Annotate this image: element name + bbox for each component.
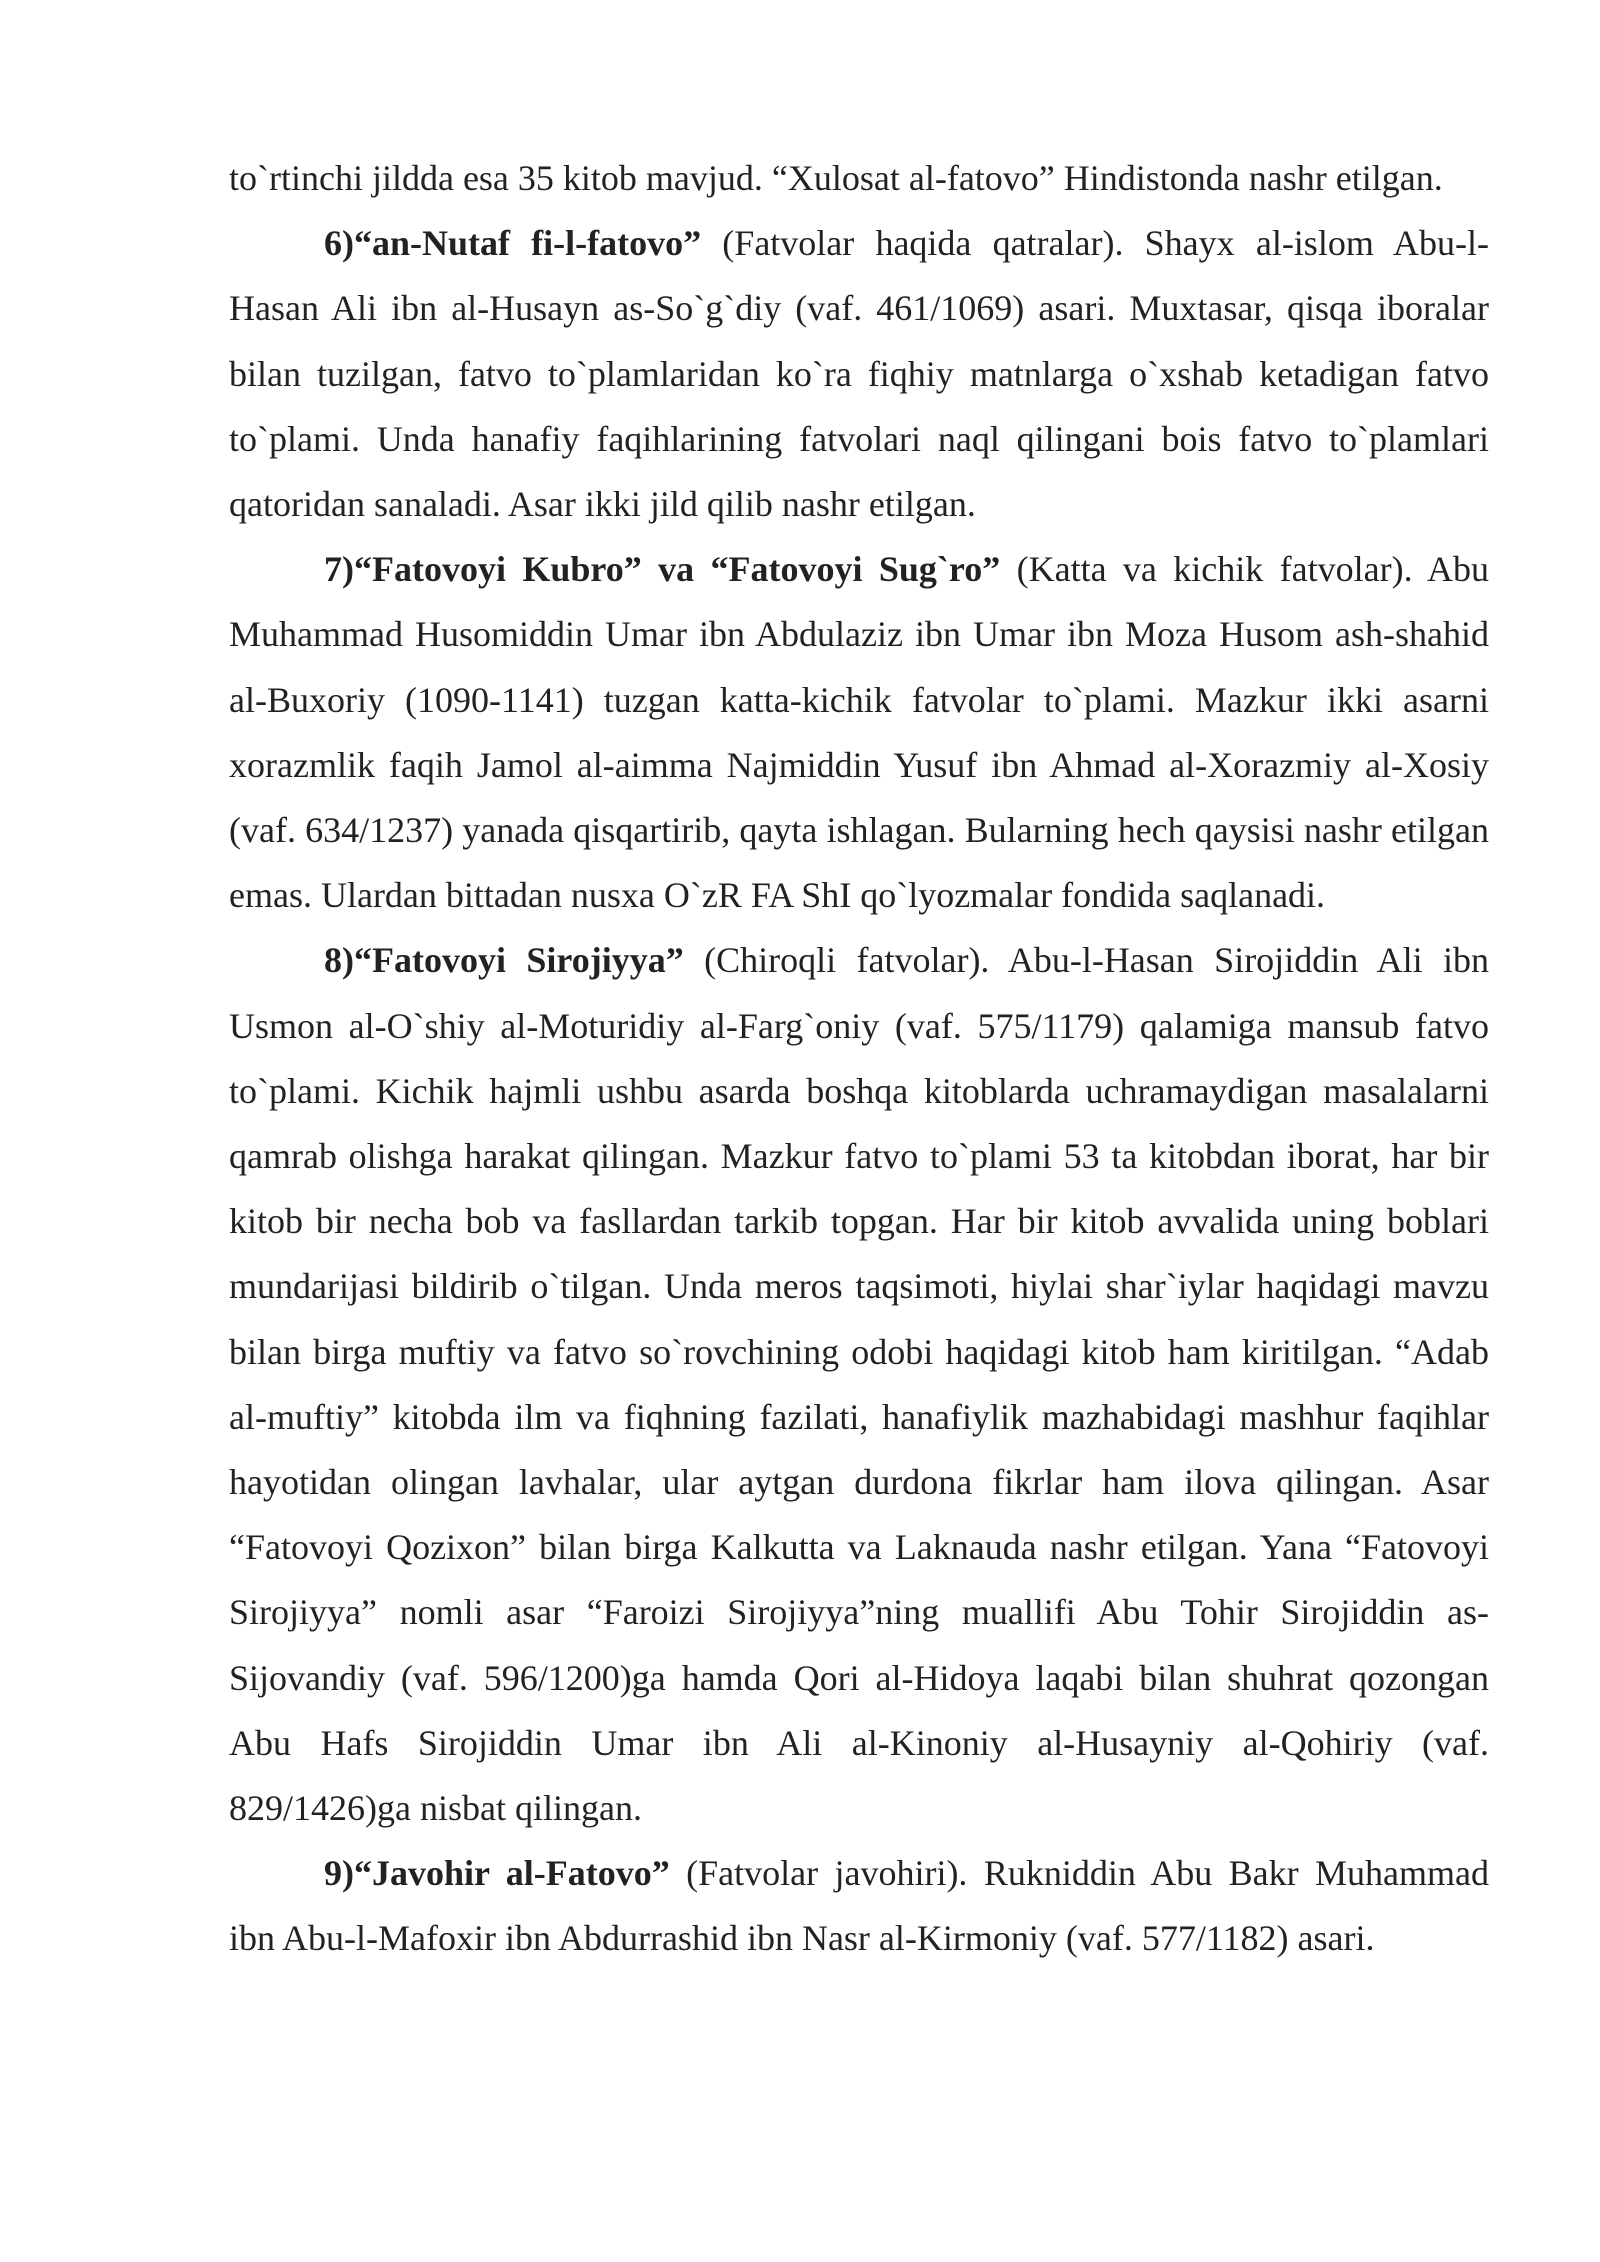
- paragraph-body: (Chiroqli fatvolar). Abu-l-Hasan Sirojiddin Ali ibn Usmon al-O`shiy al-Moturidiy al-Farg`oniy (vaf. 575/1179) qalamiga mansub fatvo to`plami. Kichik hajmli ushbu asarda boshqa kitoblarda uchramaydigan masalalarni qamrab olishga harakat qilingan. Mazkur fatvo to`plami 53 ta kitobdan iborat, har bir kitob bir necha bob va fasllardan tarkib topgan. Har bir kitob avvalida uning boblari mundarijasi bildirib o`tilgan. Unda meros taqsimoti, hiylai shar`iylar haqidagi mavzu bilan birga muftiy va fatvo so`rovchining odobi haqidagi kitob ham kiritilgan. “Adab al-muftiy” kitobda ilm va fiqhning fazilati, hanafiylik mazhabidagi mashhur faqihlar hayotidan olingan lavhalar, ular aytgan durdona fikrlar ham ilova qilingan. Asar “Fatovoyi Qozixon” bilan birga Kalkutta va Laknauda nashr etilgan. Yana “Fatovoyi Sirojiyya” nomli asar “Faroizi Sirojiyya”ning muallifi Abu Tohir Sirojiddin as-Sijovandiy (vaf. 596/1200)ga hamda Qori al-Hidoya laqabi bilan shuhrat qozongan Abu Hafs Sirojiddin Umar ibn Ali al-Kinoniy al-Husayniy al-Qohiriy (vaf. 829/1426)ga nisbat qilingan.: [229, 940, 1489, 1829]
- paragraph-continuation: [229, 146, 1489, 211]
- paragraph-heading: 6)“an-Nutaf fi-l-fatovo”: [324, 223, 702, 264]
- document-body: [229, 146, 1489, 1972]
- paragraph-heading: 7)“Fatovoyi Kubro” va “Fatovoyi Sug`ro”: [324, 549, 1001, 590]
- paragraph-body: (Fatvolar haqida qatralar). Shayx al-islom Abu-l-Hasan Ali ibn al-Husayn as-So`g`diy (vaf. 461/1069) asari. Muxtasar, qisqa iboralar bilan tuzilgan, fatvo to`plamlaridan ko`ra fiqhiy matnlarga o`xshab ketadigan fatvo to`plami. Unda hanafiy faqihlarining fatvolari naql qilingani bois fatvo to`plamlari qatoridan sanaladi. Asar ikki jild qilib nashr etilgan.: [229, 223, 1489, 525]
- paragraph-heading: 8)“Fatovoyi Sirojiyya”: [324, 940, 684, 981]
- paragraph-body: (Katta va kichik fatvolar). Abu Muhammad Husomiddin Umar ibn Abdulaziz ibn Umar ibn Moza Husom ash-shahid al-Buxoriy (1090-1141) tuzgan katta-kichik fatvolar to`plami. Mazkur ikki asarni xorazmlik faqih Jamol al-aimma Najmiddin Yusuf ibn Ahmad al-Xorazmiy al-Xosiy (vaf. 634/1237) yanada qisqartirib, qayta ishlagan. Bularning hech qaysisi nashr etilgan emas. Ulardan bittadan nusxa O`zR FA ShI qo`lyozmalar fondida saqlanadi.: [229, 549, 1489, 916]
- paragraph-an-nutaf: [229, 211, 1489, 537]
- paragraph-body: to`rtinchi jildda esa 35 kitob mavjud. “Xulosat al-fatovo” Hindistonda nashr etilgan.: [229, 158, 1443, 198]
- paragraph-fatovoyi-kubro: [229, 537, 1489, 928]
- paragraph-javohir-al-fatovo: [229, 1841, 1489, 1971]
- paragraph-heading: 9)“Javohir al-Fatovo”: [324, 1853, 670, 1894]
- paragraph-body: (Fatvolar javohiri). Rukniddin Abu Bakr Muhammad ibn Abu-l-Mafoxir ibn Abdurrashid ibn Nasr al-Kirmoniy (vaf. 577/1182) asari.: [229, 1853, 1489, 1959]
- paragraph-fatovoyi-sirojiyya: [229, 928, 1489, 1841]
